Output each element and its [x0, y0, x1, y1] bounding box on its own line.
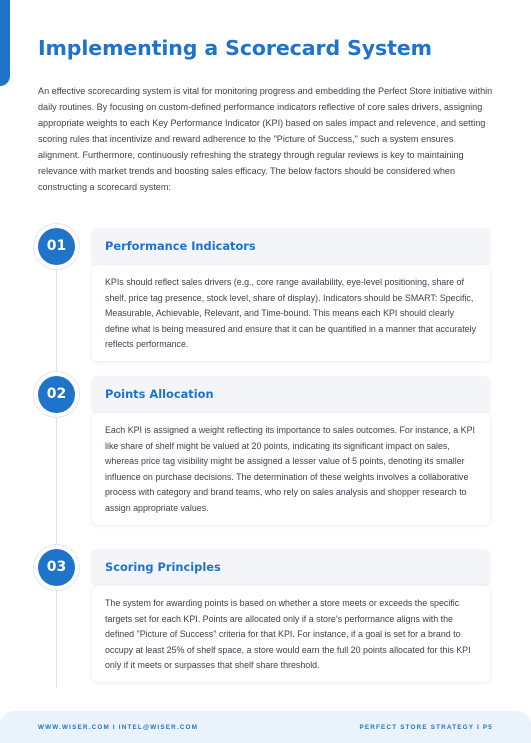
- section-header: [92, 376, 490, 413]
- footer-contact: WWW.WISER.COM I INTEL@WISER.COM: [38, 724, 199, 731]
- section-number-badge: 02: [38, 376, 75, 413]
- section-body: Each KPI is assigned a weight reflecting its importance to sales outcomes. For instance, a KPI like share of shelf might be valued at 20 points, indicating its significant impact on sales, whereas price tag visibility might be assigned a lesser value of 5 points, denoting its smaller influence on purchase decisions. The determination of these weights involves a collaborative process with category and brand teams, who rely on sales analysis and shopper research to assign appropriate values.: [92, 413, 490, 525]
- section-header: [92, 549, 490, 586]
- page-title: Implementing a Scorecard System: [38, 36, 432, 60]
- timeline-line: [56, 248, 57, 688]
- intro-paragraph: An effective scorecarding system is vital for monitoring progress and embedding the Perfect Store initiative within daily routines. By focusing on custom-defined performance indicators reflective of core sales drivers, assigning appropriate weights to each Key Performance Indicator (KPI) based on sales impact and relevence, and setting scoring rules that incentivize and reward adherence to the "Picture of Success," such a system ensures alignment. Furthermore, continuously refreshing the strategy through regular reviews is key to maintaining relevance with market trends and boosting sales efficacy. The below factors should be considered when constructing a scorecard system:: [38, 86, 493, 192]
- section-number-badge: 03: [38, 549, 75, 586]
- page-footer: [0, 711, 531, 743]
- section-title: Points Allocation: [105, 387, 214, 401]
- section-title: Scoring Principles: [105, 560, 221, 574]
- section-body: KPIs should reflect sales drivers (e.g., core range availability, eye-level positioning, share of shelf, price tag presence, stock level, share of display). Indicators should be SMART: Specific, Measurable, Achievable, Relevant, and Time-bound. This means each KPI should clearly define what is being measured and ensure that it can be quantified in a manner that accurately reflects performance.: [92, 265, 490, 361]
- section-title: Performance Indicators: [105, 239, 256, 253]
- accent-tab: [0, 0, 10, 86]
- section-header: [92, 228, 490, 265]
- footer-page-label: PERFECT STORE STRATEGY I P5: [359, 724, 493, 731]
- section-body: The system for awarding points is based on whether a store meets or exceeds the specific targets set for each KPI. Points are allocated only if a store's performance aligns with the defined "Picture of Success" criteria for that KPI. For instance, if a goal is set for a brand to occupy at least 25% of shelf space, a store would earn the full 20 points allocated for this KPI only if it meets or surpasses that shelf share threshold.: [92, 586, 490, 682]
- section-number-badge: 01: [38, 228, 75, 265]
